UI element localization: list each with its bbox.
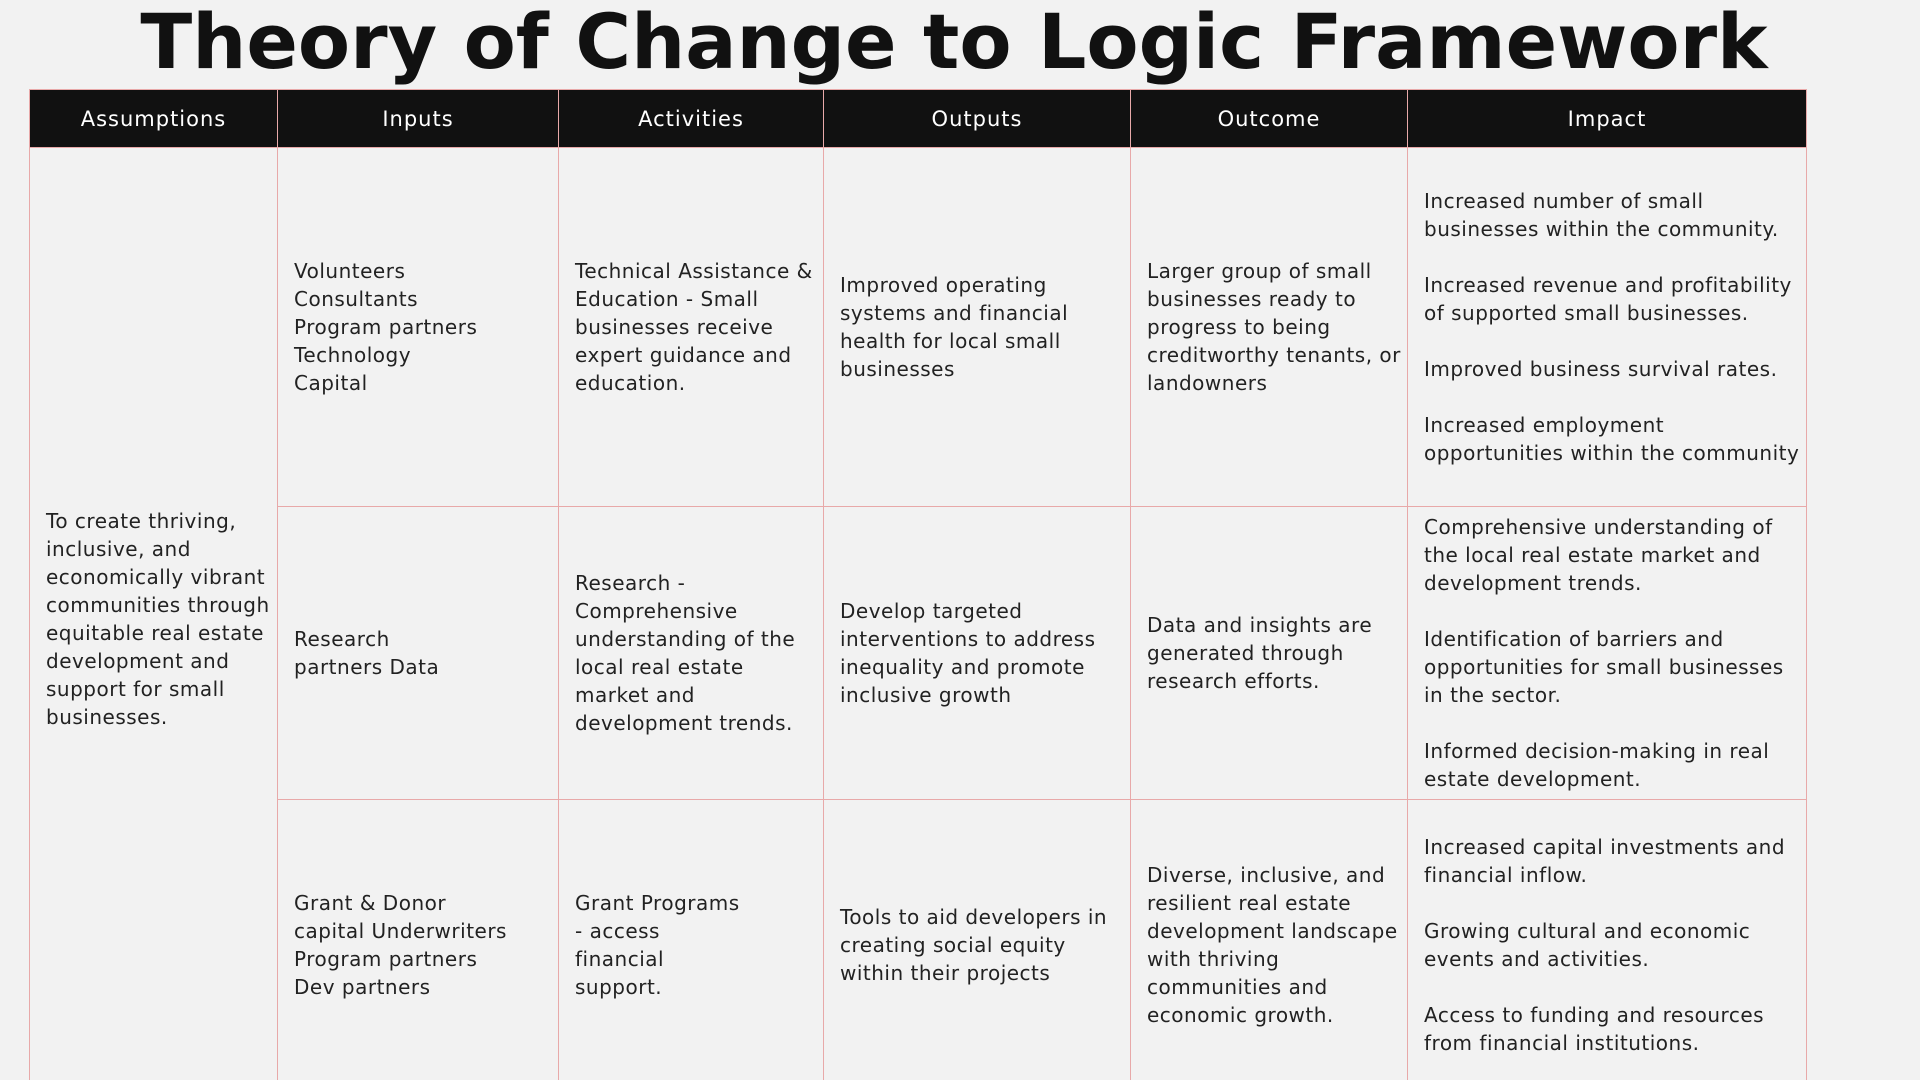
header-row: [30, 90, 1807, 148]
header-outputs: Outputs: [824, 90, 1131, 148]
header-impact: Impact: [1408, 90, 1807, 148]
header-inputs: Inputs: [278, 90, 559, 148]
activities-cell: Technical Assistance & Education - Small businesses receive expert guidance and education.: [559, 148, 824, 507]
table-row: [30, 507, 1807, 800]
header-assumptions: Assumptions: [30, 90, 278, 148]
impact-cell: Comprehensive understanding of the local real estate market and development trends. Identification of barriers and opportunities for small businesses in the sector. Informed decision-making in real estate development.: [1408, 507, 1807, 800]
inputs-cell: Volunteers Consultants Program partners Technology Capital: [278, 148, 559, 507]
activities-cell: Research - Comprehensive understanding of the local real estate market and development trends.: [559, 507, 824, 800]
outputs-cell: Develop targeted interventions to address inequality and promote inclusive growth: [824, 507, 1131, 800]
page-title: Theory of Change to Logic Framework: [140, 0, 1768, 86]
logic-framework-table: [29, 89, 1807, 1080]
impact-cell: Increased number of small businesses within the community. Increased revenue and profitability of supported small businesses. Improved business survival rates. Increased employment opportunities within the community: [1408, 148, 1807, 507]
outputs-cell: Tools to aid developers in creating social equity within their projects: [824, 800, 1131, 1080]
impact-cell: Increased capital investments and financial inflow. Growing cultural and economic events and activities. Access to funding and resources from financial institutions.: [1408, 800, 1807, 1080]
outputs-cell: Improved operating systems and financial health for local small businesses: [824, 148, 1131, 507]
header-activities: Activities: [559, 90, 824, 148]
table-row: [30, 148, 1807, 507]
table-row: [30, 800, 1807, 1080]
outcome-cell: Diverse, inclusive, and resilient real estate development landscape with thriving communities and economic growth.: [1131, 800, 1408, 1080]
header-outcome: Outcome: [1131, 90, 1408, 148]
assumption-cell: To create thriving, inclusive, and economically vibrant communities through equitable real estate development and support for small businesses.: [30, 148, 278, 1080]
activities-cell: Grant Programs - access financial support.: [559, 800, 824, 1080]
outcome-cell: Larger group of small businesses ready to progress to being creditworthy tenants, or landowners: [1131, 148, 1408, 507]
outcome-cell: Data and insights are generated through research efforts.: [1131, 507, 1408, 800]
inputs-cell: Grant & Donor capital Underwriters Program partners Dev partners: [278, 800, 559, 1080]
inputs-cell: Research partners Data: [278, 507, 559, 800]
